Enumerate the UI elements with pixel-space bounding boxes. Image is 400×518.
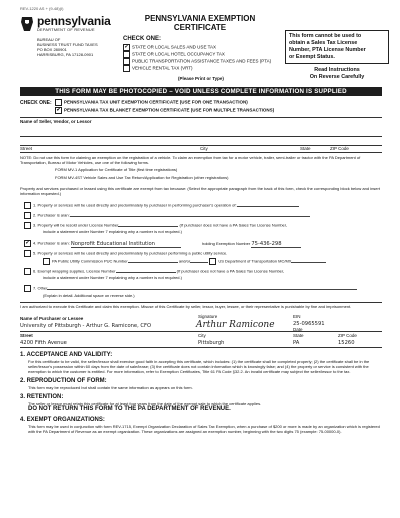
checkbox-icon[interactable]	[123, 58, 130, 65]
signature-value[interactable]: Arthur Ramicone	[196, 320, 275, 330]
page-title: PENNSYLVANIA EXEMPTION CERTIFICATE	[144, 14, 256, 32]
exemption-number-value[interactable]: 75-436-298	[251, 242, 301, 248]
purchaser-city-value[interactable]: Pittsburgh	[198, 340, 225, 346]
cert-type-unit[interactable]: PENNSYLVANIA TAX UNIT EXEMPTION CERTIFICATE (USE FOR ONE TRANSACTION)	[55, 99, 355, 107]
checkbox-checked-icon[interactable]: ✔	[124, 44, 129, 50]
section-reproduction: 2. REPRODUCTION OF FORM: This form may be reproduced but shall contain the same information as appears on this form.	[20, 378, 193, 390]
purchaser-street-value[interactable]: 4200 Fifth Avenue	[20, 340, 67, 346]
checkbox-icon[interactable]	[24, 222, 31, 229]
instructions	[20, 352, 382, 434]
ein-value[interactable]: 25-0965591	[293, 321, 325, 327]
checkbox-icon[interactable]	[24, 212, 31, 219]
tax-type-hotel[interactable]: STATE OR LOCAL HOTEL OCCUPANCY TAX	[123, 51, 273, 58]
checkbox-icon[interactable]	[209, 258, 216, 265]
tax-type-vrt[interactable]: VEHICLE RENTAL TAX (VRT)	[123, 65, 273, 72]
purchaser-city-label: City	[198, 333, 206, 338]
tax-type-sales-use[interactable]: ✔ STATE OR LOCAL SALES AND USE TAX	[124, 44, 217, 50]
checkbox-icon[interactable]	[123, 65, 130, 72]
ein-label: EIN	[293, 314, 301, 319]
purchaser-state-label: State	[293, 333, 304, 338]
seller-name-field[interactable]	[20, 126, 382, 135]
vehicle-note: NOTE: Do not use this form for claiming an exemption on the registration of a vehicle. To claim an exemption from tax for a motor vehicle, trailer, semi-trailer or tractor with the PA Department of Transportation, Bureau of Motor Vehicles, use one of the following forms.	[20, 155, 361, 165]
reason-2[interactable]: 2. Purchaser is a/an:	[24, 212, 382, 219]
reason-5[interactable]: 5. Property or services will be used directly and predominately by purchaser performing a public utility service. PA Public Utility Commission PUC Number and/or US Department of Transportation MC/MX	[24, 250, 382, 265]
certification-statement: I am authorized to execute this Certificate and claim this exemption. Misuse of this Certificate by seller, lessor, buyer, lessee, or their representative is punishable by fine and imprisonment.	[20, 304, 352, 309]
read-instructions: Read Instructions On Reverse Carefully	[309, 67, 365, 80]
seller-street-label: Street	[20, 146, 33, 151]
tax-type-list	[123, 44, 273, 72]
cert-type-list	[55, 99, 355, 115]
section-retention: 3. RETENTION: The seller or lessor must retain this certificate for at least four years from the date of the exempt sale to which the certificate applies. DO NOT RETURN THIS FORM TO THE PA DEPARTMENT OF REVENUE.	[20, 394, 262, 412]
purchaser-block	[20, 316, 382, 356]
seller-city-label: City	[200, 146, 208, 151]
seller-zip-label: ZIP Code	[330, 146, 349, 151]
seller-state-label: State	[300, 146, 311, 151]
section-exempt-orgs: 4. EXEMPT ORGANIZATIONS: This form may be used in conjunction with form REV-1715, Exempt Organization Declaration of Sales Tax Exemption, when a purchase of $200 or more is made by an organization which is registered with the PA Department of Revenue as an exempt organization. These organizations are assigned an exemption number, beginning with the two digits 75 (example: 75-00000-0).	[20, 417, 380, 434]
purchaser-street-label: Street	[20, 333, 33, 338]
purchaser-zip-label: ZIP Code	[338, 333, 357, 338]
photocopy-banner: THIS FORM MAY BE PHOTOCOPIED – VOID UNLESS COMPLETE INFORMATION IS SUPPLIED	[20, 87, 382, 96]
agency-name: pennsylvania	[37, 14, 111, 28]
reason-1[interactable]: 1. Property or services will be used directly and predominately by purchaser in performing purchaser's operation of:	[24, 202, 382, 209]
section-acceptance: 1. ACCEPTANCE AND VALIDITY: For this certificate to be valid, the seller/lessor shall exercise good faith in accepting this certificate, which includes: (1) the certificate shall be completed properly; (2) the certificate shall be in the seller/lessor's possession within 60 days from the date of sale/lease; (3) the certificate does not contain information which is knowingly false; and (4) the property or service is consistent with the exemption to which the customer is entitled. For more information, refer to Exemption Certificates, Title 61 PA Code §32.2. An invalid certificate may subject the seller/lessor to the tax.	[20, 352, 370, 374]
checkbox-icon[interactable]	[123, 51, 130, 58]
signature-label: Signature	[198, 314, 218, 319]
bureau-address: BUREAU OF BUSINESS TRUST FUND TAXES PO BOX 280901 HARRISBURG, PA 17128-0901	[37, 37, 98, 57]
purchaser-name-value[interactable]: University of Pittsburgh - Arthur G. Ramicone, CFO	[20, 323, 152, 329]
check-one-label: CHECK ONE:	[123, 36, 162, 42]
purchaser-zip-value[interactable]: 15260	[338, 340, 355, 346]
purchaser-name-label: Name of Purchaser or Lessee	[20, 316, 84, 321]
checkbox-checked-icon[interactable]: ✔	[25, 240, 30, 246]
seller-label: Name of Seller, Vendor, or Lessor	[20, 119, 92, 124]
tax-type-pta[interactable]: PUBLIC TRANSPORTATION ASSISTANCE TAXES AND FEES (PTA)	[123, 58, 273, 65]
form-id: REV-1220 AS + (9-48)(I)	[20, 6, 64, 11]
reason-6[interactable]: 6. Exempt wrapping supplies, License Number (If purchaser does not have a PA Sales Tax License Number, include a statement under Number 7 explaining why a number is not required.)	[24, 268, 382, 280]
checkbox-checked-icon[interactable]: ✔	[56, 107, 61, 113]
date-label: Date	[293, 327, 303, 332]
reason-7[interactable]: 7. Other (Explain in detail. Additional space on reverse side.)	[24, 285, 382, 298]
reason-4[interactable]: ✔ 4. Purchaser is a/an: Nonprofit Educational Institution holding Exemption Number 75-436-298	[24, 240, 382, 248]
cert-check-label: CHECK ONE:	[20, 100, 52, 106]
checkbox-icon[interactable]	[24, 268, 31, 275]
property-exempt-text: Property and services purchased or leased using this certificate are exempt from tax because: (Select the appropriate paragraph from the back of this form, check the corresponding block below and insert information requested.)	[20, 186, 380, 196]
checkbox-icon[interactable]	[24, 202, 31, 209]
print-type-note: (Please Print or Type)	[178, 76, 224, 81]
checkbox-icon[interactable]	[55, 99, 62, 106]
checkbox-icon[interactable]	[43, 258, 50, 265]
cert-type-blanket[interactable]: ✔ PENNSYLVANIA TAX BLANKET EXEMPTION CERTIFICATE (USE FOR MULTIPLE TRANSACTIONS)	[56, 107, 275, 113]
purchaser-type-value[interactable]: Nonprofit Educational Institution	[71, 242, 181, 248]
reason-3[interactable]: 3. Property will be resold under License Number (If purchaser does not have a PA Sales Tax License Number, include a statement under Number 7 explaining why a number is not required.)	[24, 222, 382, 234]
agency-dept: DEPARTMENT OF REVENUE	[37, 28, 95, 32]
checkbox-icon[interactable]	[24, 285, 31, 292]
notice-box: This form cannot be used to obtain a Sales Tax License Number, PTA License Number or Exempt Status.	[285, 30, 389, 64]
pa-keystone-icon	[20, 16, 34, 32]
purchaser-state-value[interactable]: PA	[293, 340, 300, 346]
agency-block	[20, 15, 110, 85]
checkbox-icon[interactable]	[24, 250, 31, 257]
vehicle-forms: FORM MV-1 Application for Certificate of Title (first time registrations) FORM MV-4ST Vehicle Sales and Use Tax Return/Application for Registration (other registrations)	[55, 167, 229, 180]
